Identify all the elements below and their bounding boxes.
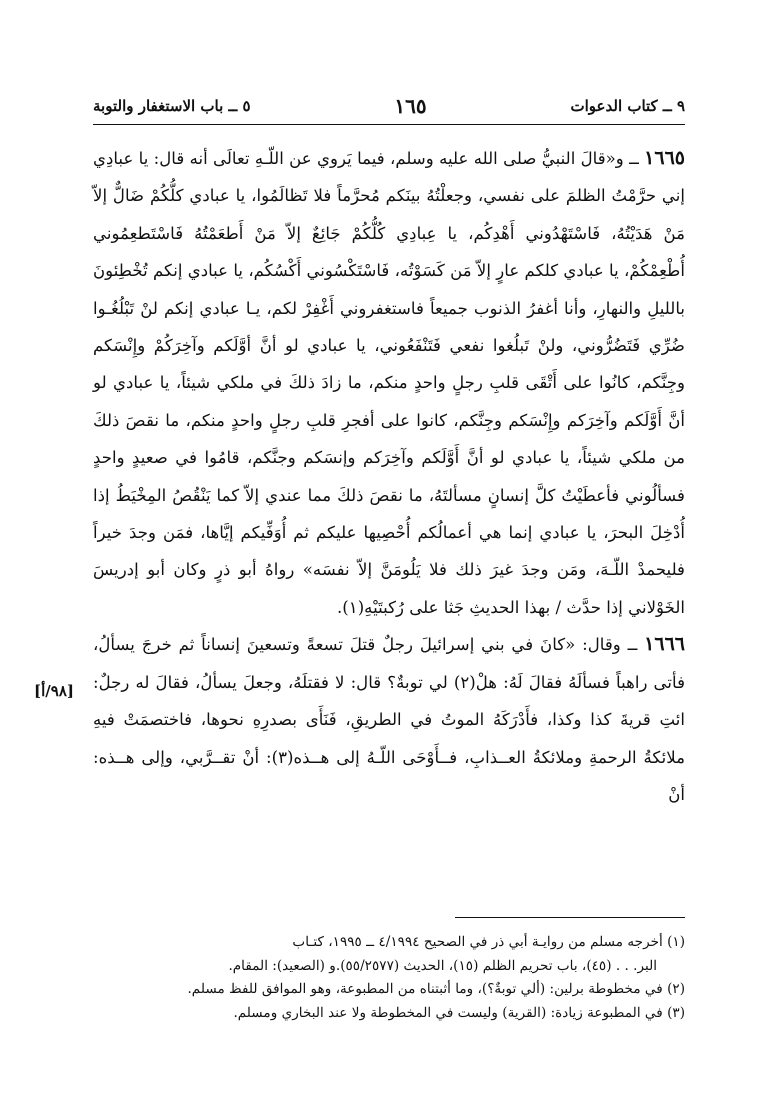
footnotes <box>93 931 685 1025</box>
hadith-number: ١٦٦٥ <box>644 147 685 169</box>
footnote-2: (٢) في مخطوطة برلين: (ألي توبةٌ؟)، وما أثبتناه من المطبوعة، وهو الموافق للفظ مسلم. <box>187 981 685 997</box>
main-text <box>93 140 685 813</box>
hadith-1665 <box>93 140 685 626</box>
hadith-text: ــ و«قالَ النبيُّ صلى الله عليه وسلم، فيما يَروي عن اللّـهِ تعالَى أنه قال: يا عبادِي إني حرَّمْتُ الظلمَ على نفسي، وجعلْتُهُ بينَكم مُحرَّماً فلا تَظالَمُوا، يا عبادي كلُّكُمْ ضَالٌّ إلاّ مَنْ هَدَيْتُهُ، فَاسْتَهْدُوني أَهْدِكُم، يا عِبادِي كُلُّكُمْ جَائِعٌ إلاّ مَنْ أَطعَمْتُهُ فَاسْتَطعِمُوني أُطْعِمْكُمْ، يا عبادي كلكم عارٍ إلاّ مَن كَسَوْتُه، فَاسْتَكْسُوني أَكْسُكُم، يا عبادي إنكم تُخْطِئونَ بالليلِ والنهارِ، وأنا أغفرُ الذنوب جميعاً فاستغفروني أَغْفِرْ لكم، يـا عبادي إنكم لنْ تَبْلُغُـوا ضُرِّي فَتَضُرُّوني، ولنْ تَبلُغوا نفعي فَتَنْفَعُوني، يا عبادي لو أنَّ أوَّلَكم وآخِرَكُمْ وإِنْسَكم وجِنَّكم، كانُوا على أَتْقَى قلبِ رجلٍ واحدٍ منكم، ما زادَ ذلكَ في ملكي شيئاً، يا عبادي لو أنَّ أَوَّلَكم وآخِرَكم وإِنْسَكم وجِنَّكم، كانوا على أفجرِ قلبِ رجلٍ واحدٍ منكم، ما نقصَ ذلكَ من ملكي شيئاً، يا عبادي لو أنَّ أَوَّلَكم وآخِرَكم وإنسَكم وجنَّكم، قامُوا في صعيدٍ واحدٍ فسألُوني فأعطَيْتُ كلَّ إنسانٍ مسألتَهُ، ما نقصَ ذلكَ مما عندي إلاّ كما يَنْقُصُ المِخْيَطُ إذا أُدْخِلَ البحرَ، يا عبادي إنما هي أعمالُكم أُحْصِيها عليكم ثم أُوَفِّيكم إيَّاها، فمَن وجدَ خيراً فليحمدْ اللّـهَ، ومَن وجدَ غيرَ ذلك فلا يَلُومَنَّ إلاّ نفسَه» رواهُ أبو ذرٍ وكان أبو إدريسَ الخَوْلاني إذا حدَّث / بهذا الحديثِ جَثا على رُكبتَيْهِ(١). <box>93 149 685 617</box>
header-divider <box>93 124 685 125</box>
footnote-1-continued: البر. . . (٤٥)، باب تحريم الظلم (١٥)، الحديث (٥٥/٢٥٧٧).و (الصعيد): المقام. <box>228 957 657 974</box>
section-title: ٥ ــ باب الاستغفار والتوبة <box>93 97 251 115</box>
page-number: ١٦٥ <box>394 94 427 118</box>
footnote-3: (٣) في المطبوعة زيادة: (القرية) وليست في المخطوطة ولا عند البخاري ومسلم. <box>233 1004 685 1021</box>
manuscript-folio-marker: [٩٨/أ] <box>34 682 74 700</box>
running-header <box>93 90 685 122</box>
hadith-text: ــ وقال: «كانَ في بني إسرائيلَ رجلٌ قتلَ تسعةً وتسعينَ إنساناً ثم خرجَ يسألُ، فأتى راهباً فسألَهُ فقالَ لَهُ: هلْ(٢) لي توبةٌ؟ قال: لا فقتلَهُ، وجعلَ يسألُ، فقالَ له رجلٌ: ائتِ قريةَ كذا وكذا، فأَدْرَكَهُ الموتُ في الطريقِ، فَنَأَى بصدرِهِ نحوها، فاختصمَتْ فيهِ ملائكةُ الرحمةِ وملائكةُ العــذابِ، فــأَوْحَى اللّـهُ إلى هــذه(٣): أنْ تقــرَّبي، وإلى هــذه: أنْ <box>93 635 685 804</box>
chapter-title: ٩ ــ كتاب الدعوات <box>570 97 685 115</box>
footnote-1: (١) أخرجه مسلم من روايـة أبي ذر في الصحيح ٤/١٩٩٤ ــ ١٩٩٥، كتـاب <box>292 934 685 950</box>
footnote-divider <box>455 917 685 918</box>
hadith-1666 <box>93 626 685 813</box>
hadith-number: ١٦٦٦ <box>644 633 685 656</box>
